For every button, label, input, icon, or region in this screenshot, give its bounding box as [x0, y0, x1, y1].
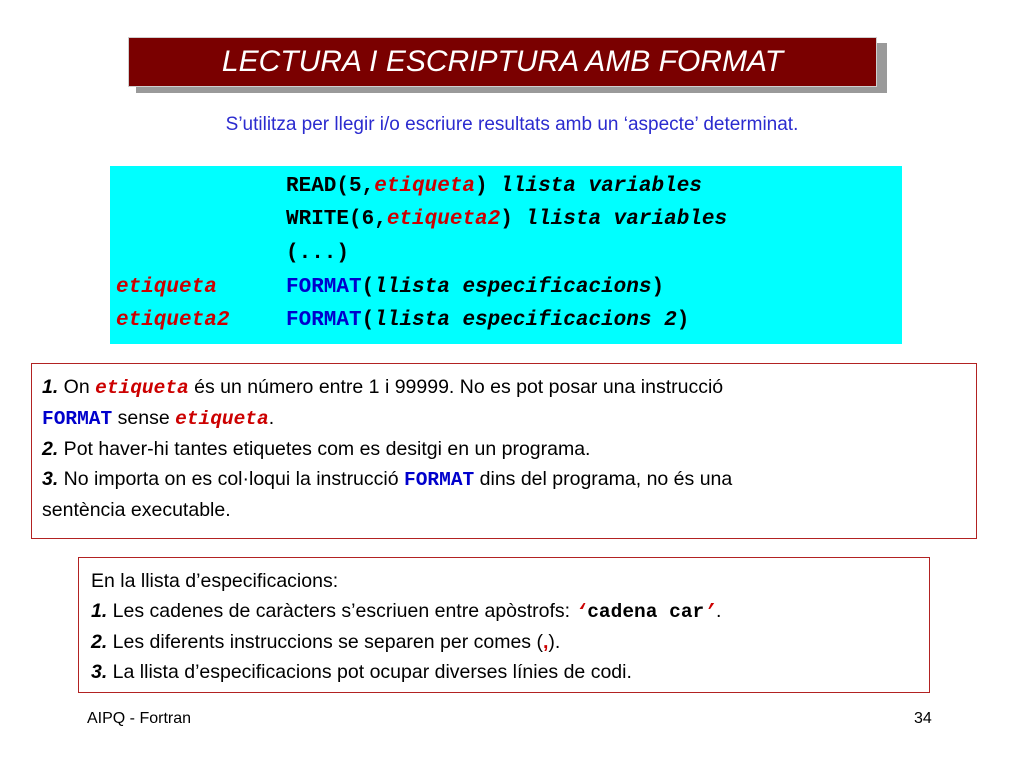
spec-rule-2-text-b: ).	[548, 631, 561, 653]
slide-title-text: LECTURA I ESCRIPTURA AMB FORMAT	[221, 45, 784, 78]
spec-quote-open: ‘	[575, 601, 588, 623]
rule-1-text-c: sense	[112, 407, 176, 429]
spec-rule-3-number: 3.	[91, 661, 108, 683]
rule-1-line-1	[42, 372, 976, 403]
format-args-2: llista especificacions 2	[374, 309, 677, 332]
rule-1-line-2	[42, 403, 976, 434]
spec-rule-1	[91, 596, 929, 627]
footer-course: AIPQ - Fortran	[87, 710, 192, 727]
page-number: 34	[914, 710, 932, 727]
spec-rule-1-text-a: Les cadenes de caràcters s’escriuen entre apòstrofs:	[107, 600, 576, 622]
rule-1-number: 1.	[42, 376, 59, 398]
spec-rule-2	[91, 627, 929, 657]
spec-rule-3	[91, 657, 929, 687]
read-label: etiqueta	[374, 175, 476, 198]
spec-intro: En la llista d’especificacions:	[91, 570, 339, 592]
ellipsis-text: (...)	[286, 242, 350, 265]
code-line-format-2	[286, 308, 689, 334]
spec-list-box	[78, 557, 930, 693]
code-line-write	[286, 207, 727, 233]
spec-quote-close: ’	[704, 601, 716, 623]
spec-rule-2-text-a: Les diferents instruccions se separen per comes (	[107, 631, 543, 653]
format-label-1: etiqueta	[116, 276, 217, 299]
rule-2	[42, 434, 976, 464]
rule-1-code-label: etiqueta	[95, 377, 189, 399]
read-keyword: READ(5,	[286, 175, 375, 198]
write-label: etiqueta2	[386, 208, 501, 231]
read-args: llista variables	[500, 175, 702, 198]
format-close-1: )	[651, 276, 665, 299]
rule-2-text: Pot haver-hi tantes etiquetes com es desitgi en un programa.	[58, 438, 591, 460]
format-open-1: (	[361, 276, 375, 299]
code-line-read	[286, 174, 702, 200]
format-args-1: llista especificacions	[374, 276, 652, 299]
rule-1-code-format: FORMAT	[42, 408, 113, 430]
rule-3-line-2: sentència executable.	[42, 499, 231, 521]
format-rules-box	[31, 363, 977, 539]
format-open-2: (	[361, 309, 375, 332]
write-keyword: WRITE(6,	[286, 208, 387, 231]
spec-code-string: cadena car	[587, 601, 705, 623]
rule-3-text-a: No importa on es col·loqui la instrucció	[58, 468, 405, 490]
spec-comma: ,	[542, 631, 549, 653]
spec-rule-1-number: 1.	[91, 600, 108, 622]
rule-3-line-1	[42, 464, 976, 495]
slide-subtitle: S’utilitza per llegir i/o escriure resultats amb un ‘aspecte’ determinat.	[225, 114, 799, 135]
rule-1-text-b: és un número entre 1 i 99999. No es pot posar una instrucció	[188, 376, 724, 398]
write-args: llista variables	[525, 208, 728, 231]
rule-1-text-d: .	[268, 407, 275, 429]
spec-rule-2-number: 2.	[91, 631, 108, 653]
format-label-2: etiqueta2	[116, 309, 230, 332]
spec-rule-3-text: La llista d’especificacions pot ocupar diverses línies de codi.	[107, 661, 632, 683]
slide-title	[128, 37, 877, 87]
write-close-paren: )	[500, 208, 513, 231]
code-line-ellipsis	[286, 241, 349, 267]
read-close-paren: )	[475, 175, 488, 198]
code-block	[110, 166, 902, 344]
rule-2-number: 2.	[42, 438, 59, 460]
rule-3-text-b: dins del programa, no és una	[474, 468, 733, 490]
rule-1-text-a: On	[58, 376, 96, 398]
rule-1-code-label-2: etiqueta	[175, 408, 269, 430]
format-close-2: )	[676, 309, 690, 332]
rule-3-code-format: FORMAT	[404, 469, 475, 491]
rule-3-number: 3.	[42, 468, 59, 490]
code-line-format-1	[286, 275, 664, 301]
format-keyword-1: FORMAT	[286, 276, 362, 299]
spec-rule-1-text-b: .	[715, 600, 722, 622]
format-keyword-2: FORMAT	[286, 309, 362, 332]
